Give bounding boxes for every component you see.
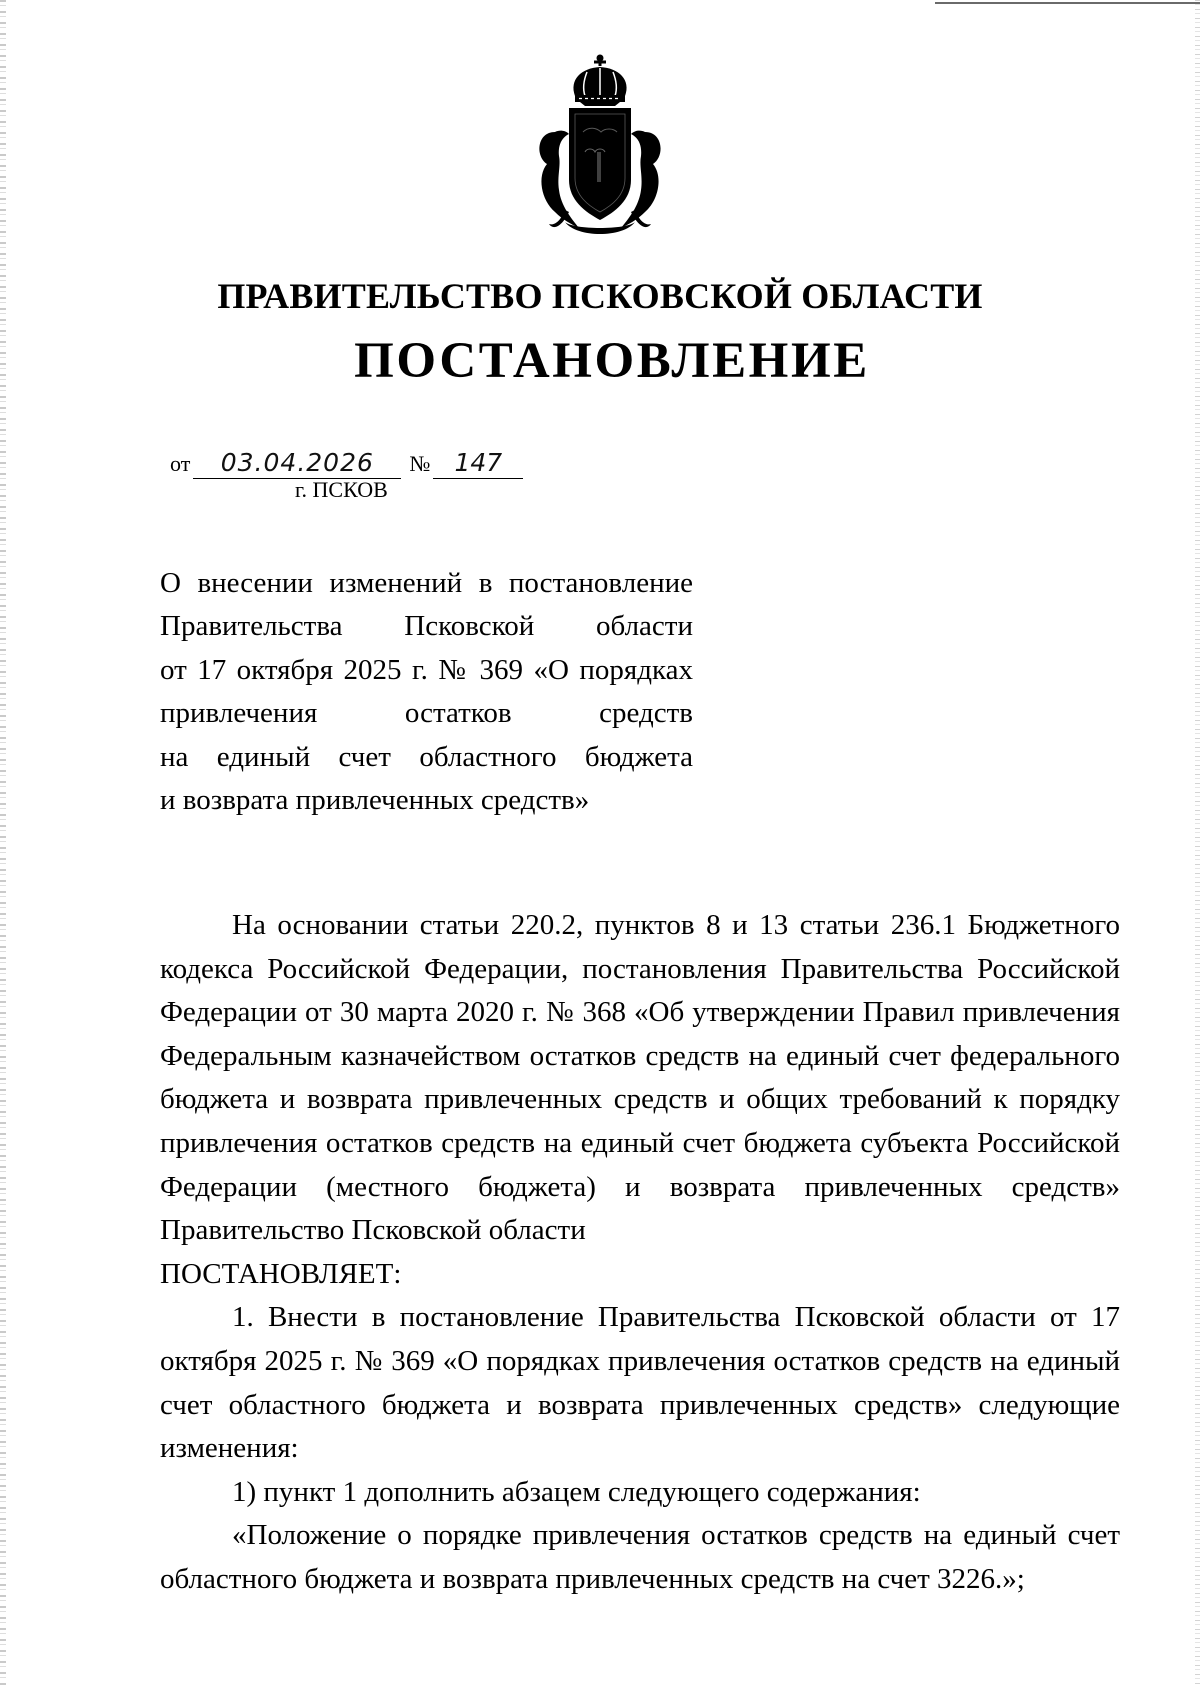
quoted-paragraph: «Положение о порядке привлечения остатков средств на единый счет областного бюджета и возврата привлеченных средств на счет 3226.»; <box>160 1519 1120 1595</box>
city-label: г. ПСКОВ <box>295 477 388 502</box>
subject-line: на единый счет областного бюджета <box>160 740 693 773</box>
registration-line <box>170 448 523 478</box>
document-date: 03.04.2026 <box>193 448 401 479</box>
coat-of-arms-icon <box>525 52 675 242</box>
sub-item-1-paragraph: 1) пункт 1 дополнить абзацем следующего содержания: <box>232 1475 921 1508</box>
number-sign: № <box>409 451 431 476</box>
subject-line: привлечения остатков средств <box>160 697 693 730</box>
preamble-paragraph: На основании статьи 220.2, пунктов 8 и 13 статьи 236.1 Бюджетного кодекса Российской Федерации, постановления Правительства Российской Федерации от 30 марта 2020 г. № 368 «Об утверждении Правил привлечения Федеральным казначейством остатков средств на единый счет федерального бюджета и возврата привлеченных средств и общих требований к порядку привлечения остатков средств на единый счет бюджета субъекта Российской Федерации (местного бюджета) и возврата привлеченных средств» Правительство Псковской области <box>160 909 1120 1247</box>
subject-line: О внесении изменений в постановление <box>160 567 693 599</box>
scan-edge-right <box>1195 0 1200 1686</box>
document-number: 147 <box>433 448 523 479</box>
document-subject <box>160 562 693 822</box>
organization-title: ПРАВИТЕЛЬСТВО ПСКОВСКОЙ ОБЛАСТИ <box>217 276 983 316</box>
scan-edge-left <box>0 0 6 1686</box>
document-body <box>160 904 1120 1602</box>
subject-line: и возврата привлеченных средств» <box>160 784 590 817</box>
item-1-paragraph: 1. Внести в постановление Правительства Псковской области от 17 октября 2025 г. № 369 «О порядках привлечения остатков средств на единый счет областного бюджета и возврата привлеченных средств» следующие изменения: <box>160 1301 1120 1465</box>
subject-line: Правительства Псковской области <box>160 610 693 643</box>
decree-word: ПОСТАНОВЛЯЕТ: <box>160 1257 402 1290</box>
date-prefix: от <box>170 451 191 476</box>
document-type-title: ПОСТАНОВЛЕНИЕ <box>354 333 870 389</box>
scan-top-line <box>935 2 1200 4</box>
subject-line: от 17 октября 2025 г. № 369 «О порядках <box>160 653 693 686</box>
